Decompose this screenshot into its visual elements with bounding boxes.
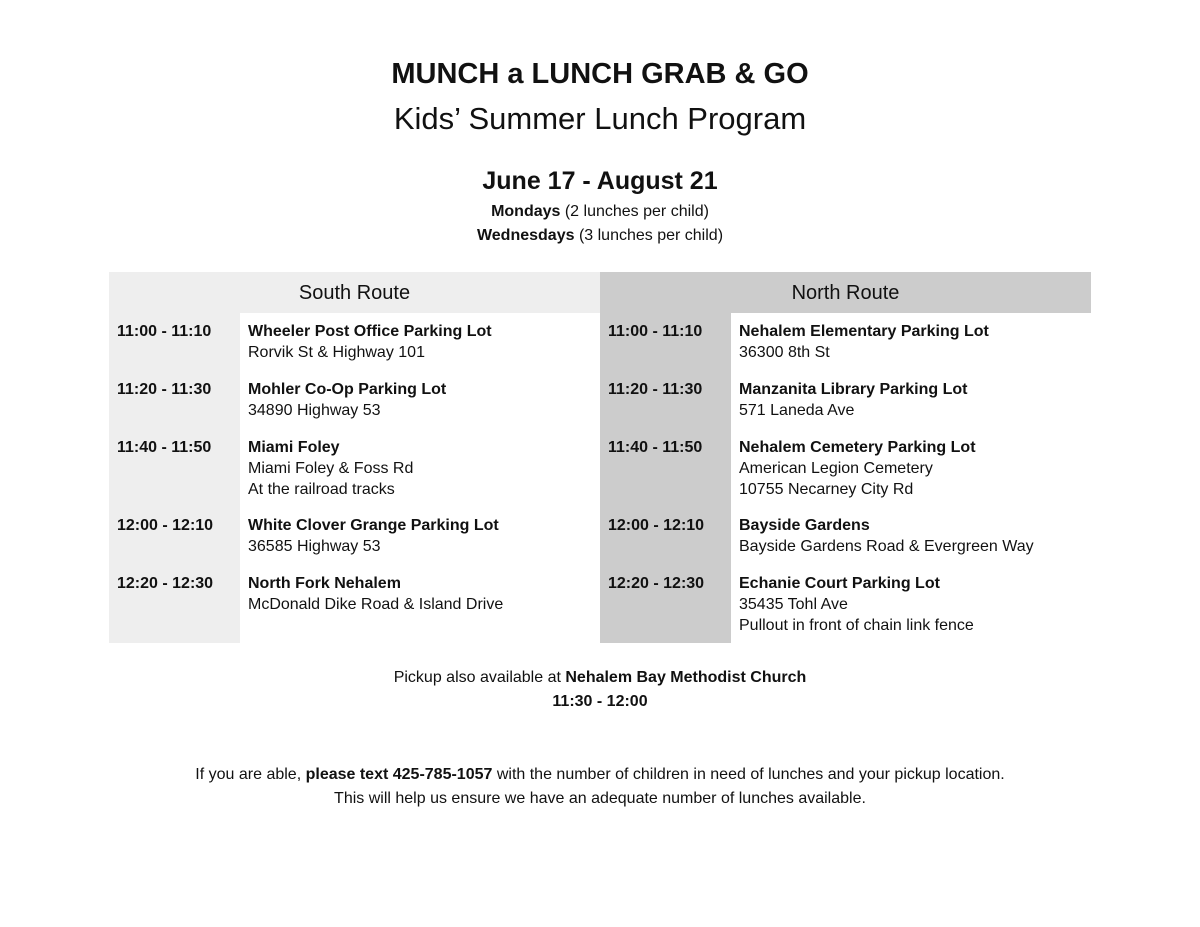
stop-location [248,321,600,363]
note-prefix: If you are able, [195,766,306,783]
stop-location [739,573,1091,636]
stop-location [248,515,600,557]
south-route-table [109,272,600,643]
stop-time: 12:00 - 12:10 [117,517,214,534]
stop-name: Nehalem Elementary Parking Lot [739,323,989,340]
stop-name: Nehalem Cemetery Parking Lot [739,439,976,456]
wednesday-line [0,226,1200,246]
stop-address: Miami Foley & Foss Rd [248,460,414,477]
stop-name: Miami Foley [248,439,340,456]
pickup-prefix: Pickup also available at [393,669,566,686]
pickup-location: Nehalem Bay Methodist Church [565,669,807,686]
stop-name: Echanie Court Parking Lot [739,575,940,592]
stop-time: 11:00 - 11:10 [608,323,703,340]
stop-address: At the railroad tracks [248,481,395,498]
stop-address: American Legion Cemetery [739,460,933,477]
stop-address: 34890 Highway 53 [248,402,381,419]
stop-address: Bayside Gardens Road & Evergreen Way [739,538,1034,555]
pickup-note [0,668,1200,688]
stop-location [248,379,600,421]
page-title: MUNCH a LUNCH GRAB & GO [391,58,809,90]
stop-time: 11:40 - 11:50 [117,439,212,456]
stop-location [739,379,1091,421]
text-request-note-line2: This will help us ensure we have an adequate number of lunches available. [334,790,866,807]
stop-address: 10755 Necarney City Rd [739,481,914,498]
south-route-header: South Route [109,272,600,313]
north-route-header: North Route [600,272,1091,313]
stop-name: Wheeler Post Office Parking Lot [248,323,492,340]
stop-location [248,573,600,615]
page-subtitle: Kids’ Summer Lunch Program [393,101,807,136]
stop-time: 11:20 - 11:30 [117,381,212,398]
text-request-note [0,765,1200,785]
stop-location [248,437,600,500]
stop-name: Bayside Gardens [739,517,870,534]
stop-time: 12:20 - 12:30 [117,575,214,592]
note-suffix: with the number of children in need of lunches and your pickup location. [492,766,1005,783]
stop-address: 571 Laneda Ave [739,402,855,419]
stop-location [739,515,1091,557]
wednesday-label: Wednesdays [476,227,575,244]
stop-time: 11:40 - 11:50 [608,439,703,456]
stop-time: 12:00 - 12:10 [608,517,705,534]
monday-detail: (2 lunches per child) [560,203,709,220]
stop-address: Rorvik St & Highway 101 [248,344,425,361]
stop-location [739,437,1091,500]
stop-name: Mohler Co-Op Parking Lot [248,381,447,398]
stop-name: Manzanita Library Parking Lot [739,381,968,398]
monday-line [0,202,1200,222]
stop-address: Pullout in front of chain link fence [739,617,974,634]
north-route-table [600,272,1091,643]
stop-time: 11:20 - 11:30 [608,381,703,398]
pickup-time: 11:30 - 12:00 [552,693,648,710]
program-dates: June 17 - August 21 [482,167,718,195]
stop-name: North Fork Nehalem [248,575,401,592]
stop-address: McDonald Dike Road & Island Drive [248,596,504,613]
monday-label: Mondays [491,203,561,220]
stop-address: 35435 Tohl Ave [739,596,848,613]
wednesday-detail: (3 lunches per child) [574,227,724,244]
stop-location [739,321,1091,363]
stop-name: White Clover Grange Parking Lot [248,517,499,534]
stop-address: 36300 8th St [739,344,830,361]
stop-time: 11:00 - 11:10 [117,323,212,340]
stop-address: 36585 Highway 53 [248,538,381,555]
stop-time: 12:20 - 12:30 [608,575,705,592]
note-phone: please text 425-785-1057 [305,766,493,783]
